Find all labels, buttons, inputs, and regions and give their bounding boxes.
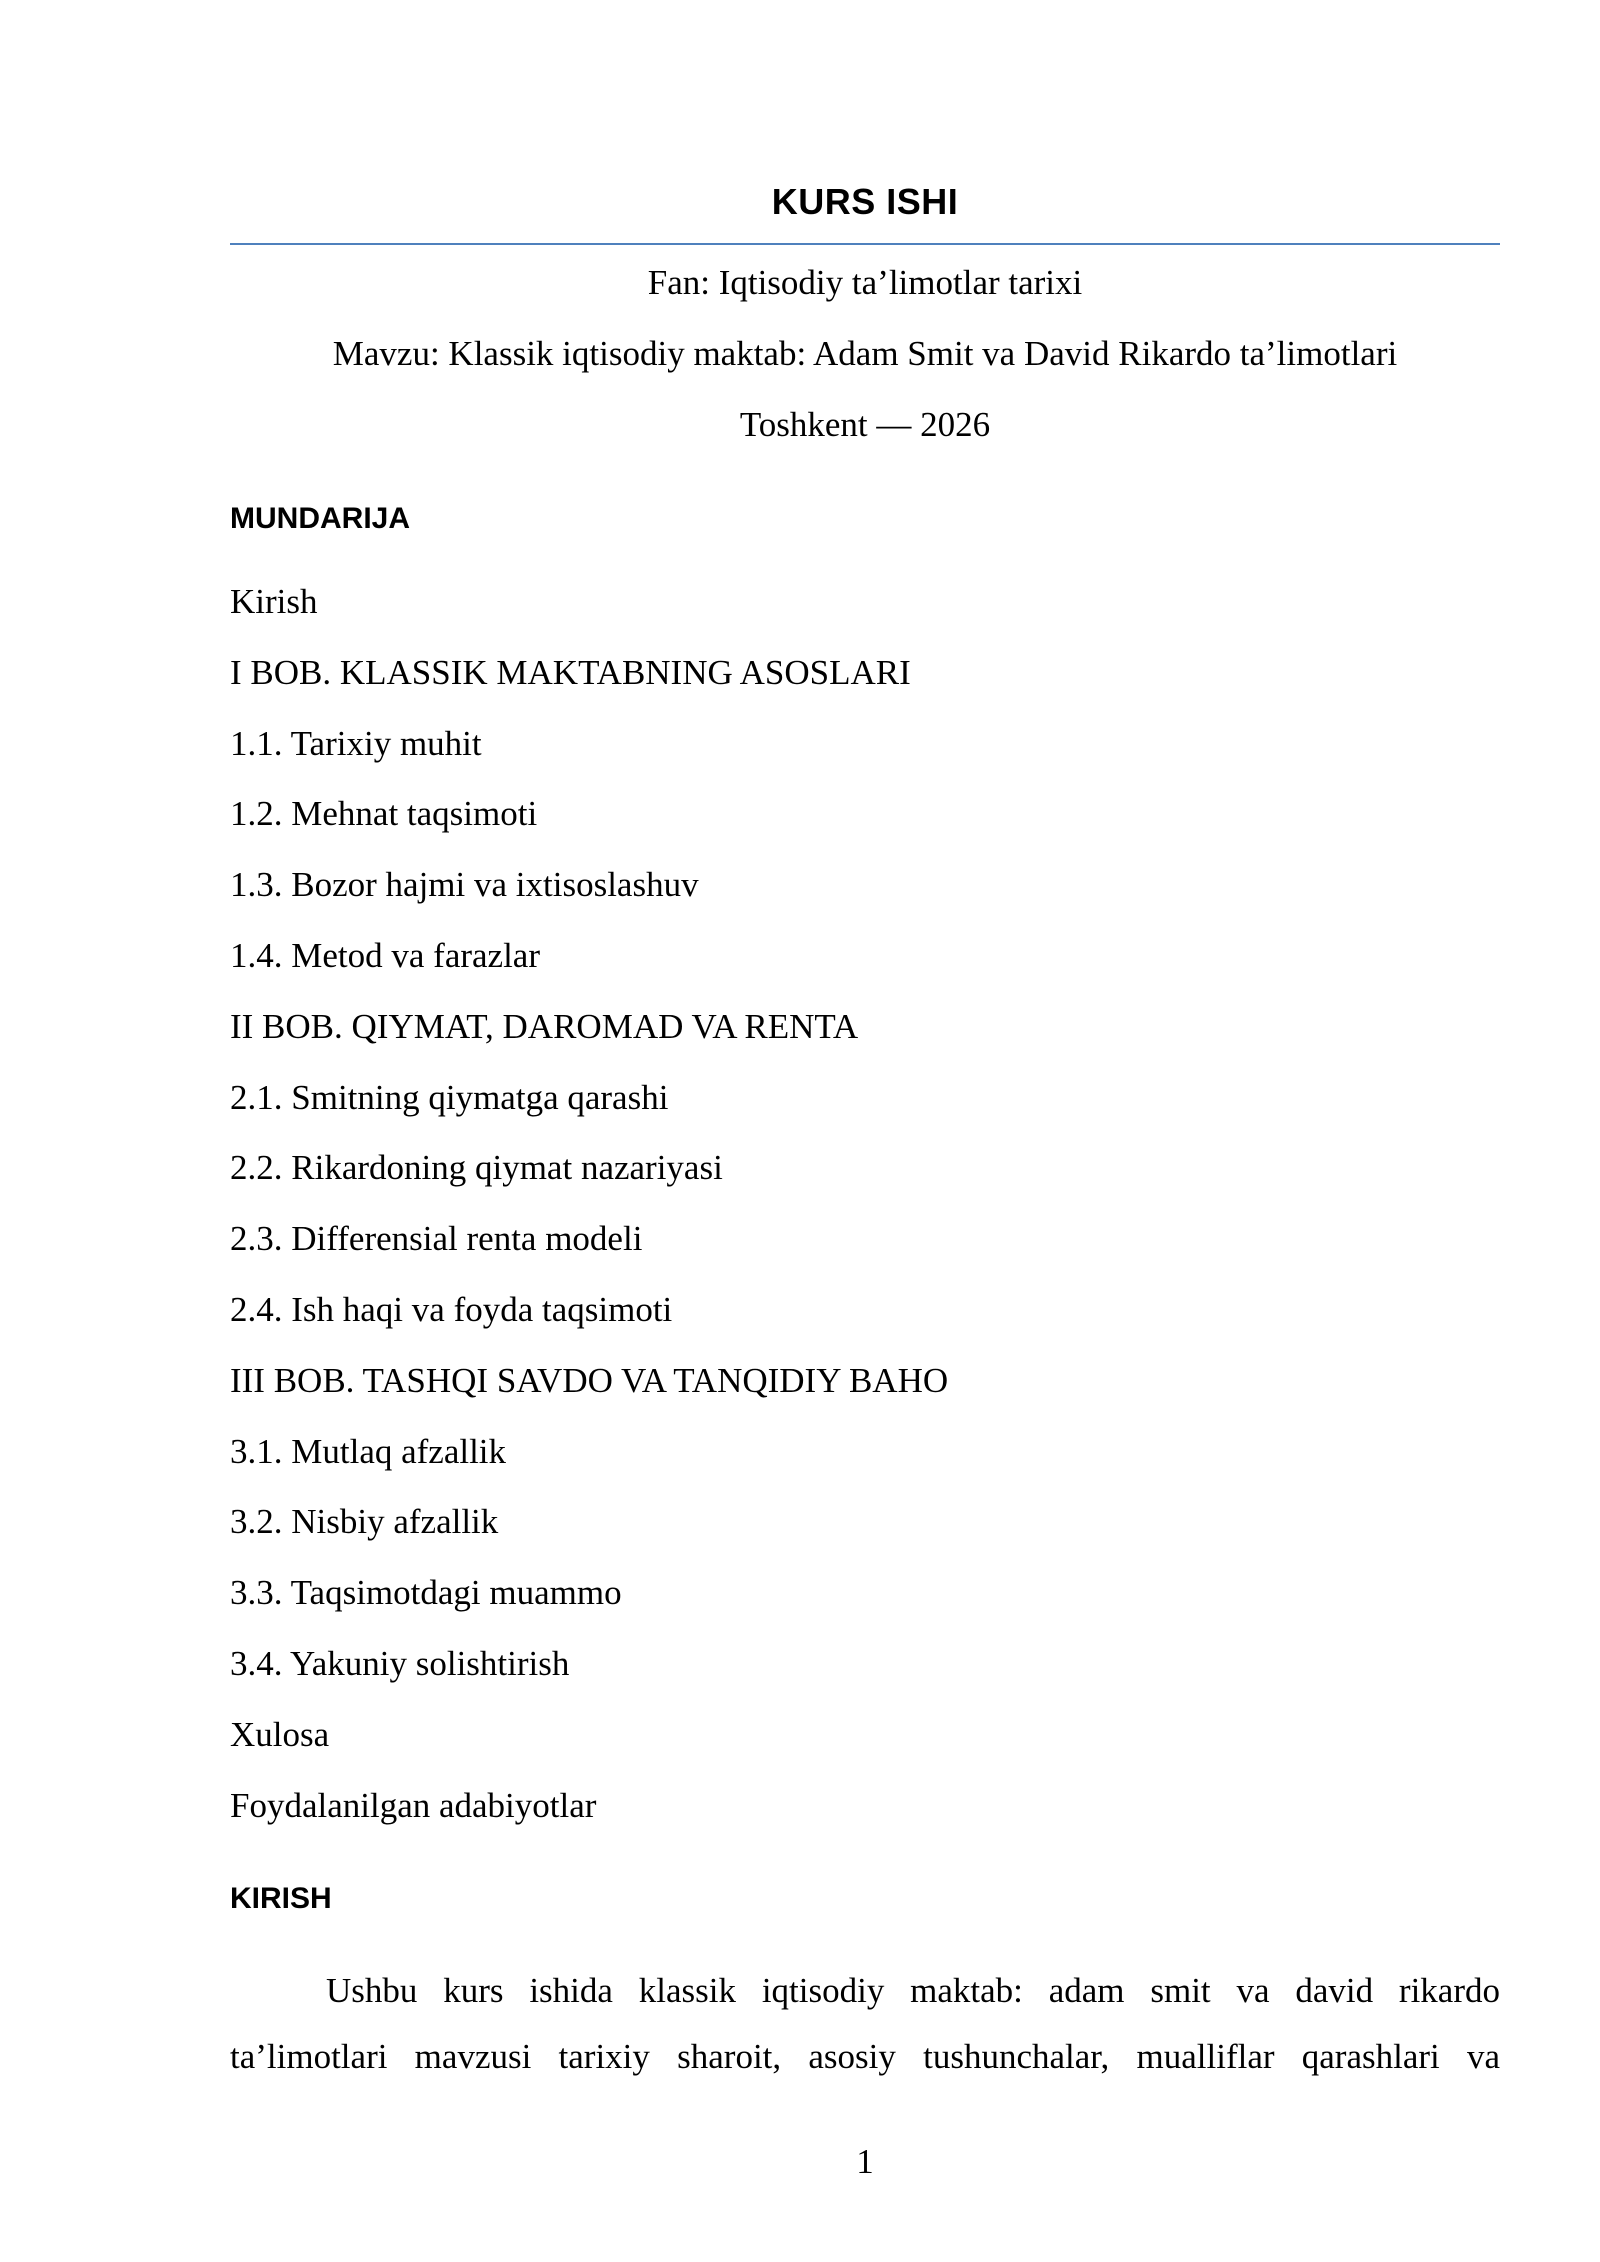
city-year-line: Toshkent — 2026 — [739, 405, 991, 444]
toc-item[interactable]: 1.1. Tarixiy muhit — [230, 723, 482, 763]
toc-item[interactable]: 2.3. Differensial renta modeli — [230, 1219, 643, 1259]
intro-heading: KIRISH — [230, 1882, 332, 1915]
toc-item[interactable]: II BOB. QIYMAT, DAROMAD VA RENTA — [230, 1006, 859, 1046]
toc-item[interactable]: 2.4. Ish haqi va foyda taqsimoti — [230, 1289, 673, 1329]
paragraph-line: ta’limotlari mavzusi tarixiy sharoit, asosiy tushunchalar, mualliflar qarashlari va — [230, 2037, 1500, 2076]
toc-item[interactable]: 3.2. Nisbiy afzallik — [230, 1502, 499, 1542]
toc-item[interactable]: 1.2. Mehnat taqsimoti — [230, 794, 538, 834]
toc-heading: MUNDARIJA — [230, 502, 410, 535]
toc-item[interactable]: III BOB. TASHQI SAVDO VA TANQIDIY BAHO — [230, 1360, 949, 1400]
document-title: KURS ISHI — [771, 181, 959, 222]
toc-item[interactable]: Xulosa — [230, 1714, 330, 1754]
topic-line: Mavzu: Klassik iqtisodiy maktab: Adam Smit va David Rikardo ta’limotlari — [332, 334, 1398, 373]
toc-item[interactable]: 1.4. Metod va farazlar — [230, 935, 540, 975]
toc-item[interactable]: 3.3. Taqsimotdagi muammo — [230, 1573, 622, 1613]
toc-item[interactable]: 1.3. Bozor hajmi va ixtisoslashuv — [230, 865, 699, 905]
paragraph-line: Ushbu kurs ishida klassik iqtisodiy maktab: adam smit va david rikardo — [326, 1971, 1500, 2010]
page-number: 1 — [856, 2142, 874, 2181]
toc-item[interactable]: 3.1. Mutlaq afzallik — [230, 1431, 507, 1471]
toc-item[interactable]: 2.1. Smitning qiymatga qarashi — [230, 1077, 669, 1117]
toc-item[interactable]: Kirish — [230, 582, 318, 621]
toc-item[interactable]: 3.4. Yakuniy solishtirish — [230, 1643, 570, 1683]
toc-item[interactable]: Foydalanilgan adabiyotlar — [230, 1785, 597, 1825]
toc-item[interactable]: I BOB. KLASSIK MAKTABNING ASOSLARI — [230, 652, 911, 692]
title-underline — [230, 243, 1500, 245]
toc-item[interactable]: 2.2. Rikardoning qiymat nazariyasi — [230, 1148, 723, 1188]
table-of-contents — [230, 580, 1500, 1854]
subject-line: Fan: Iqtisodiy ta’limotlar tarixi — [647, 263, 1083, 302]
intro-paragraph — [230, 1958, 1500, 2090]
